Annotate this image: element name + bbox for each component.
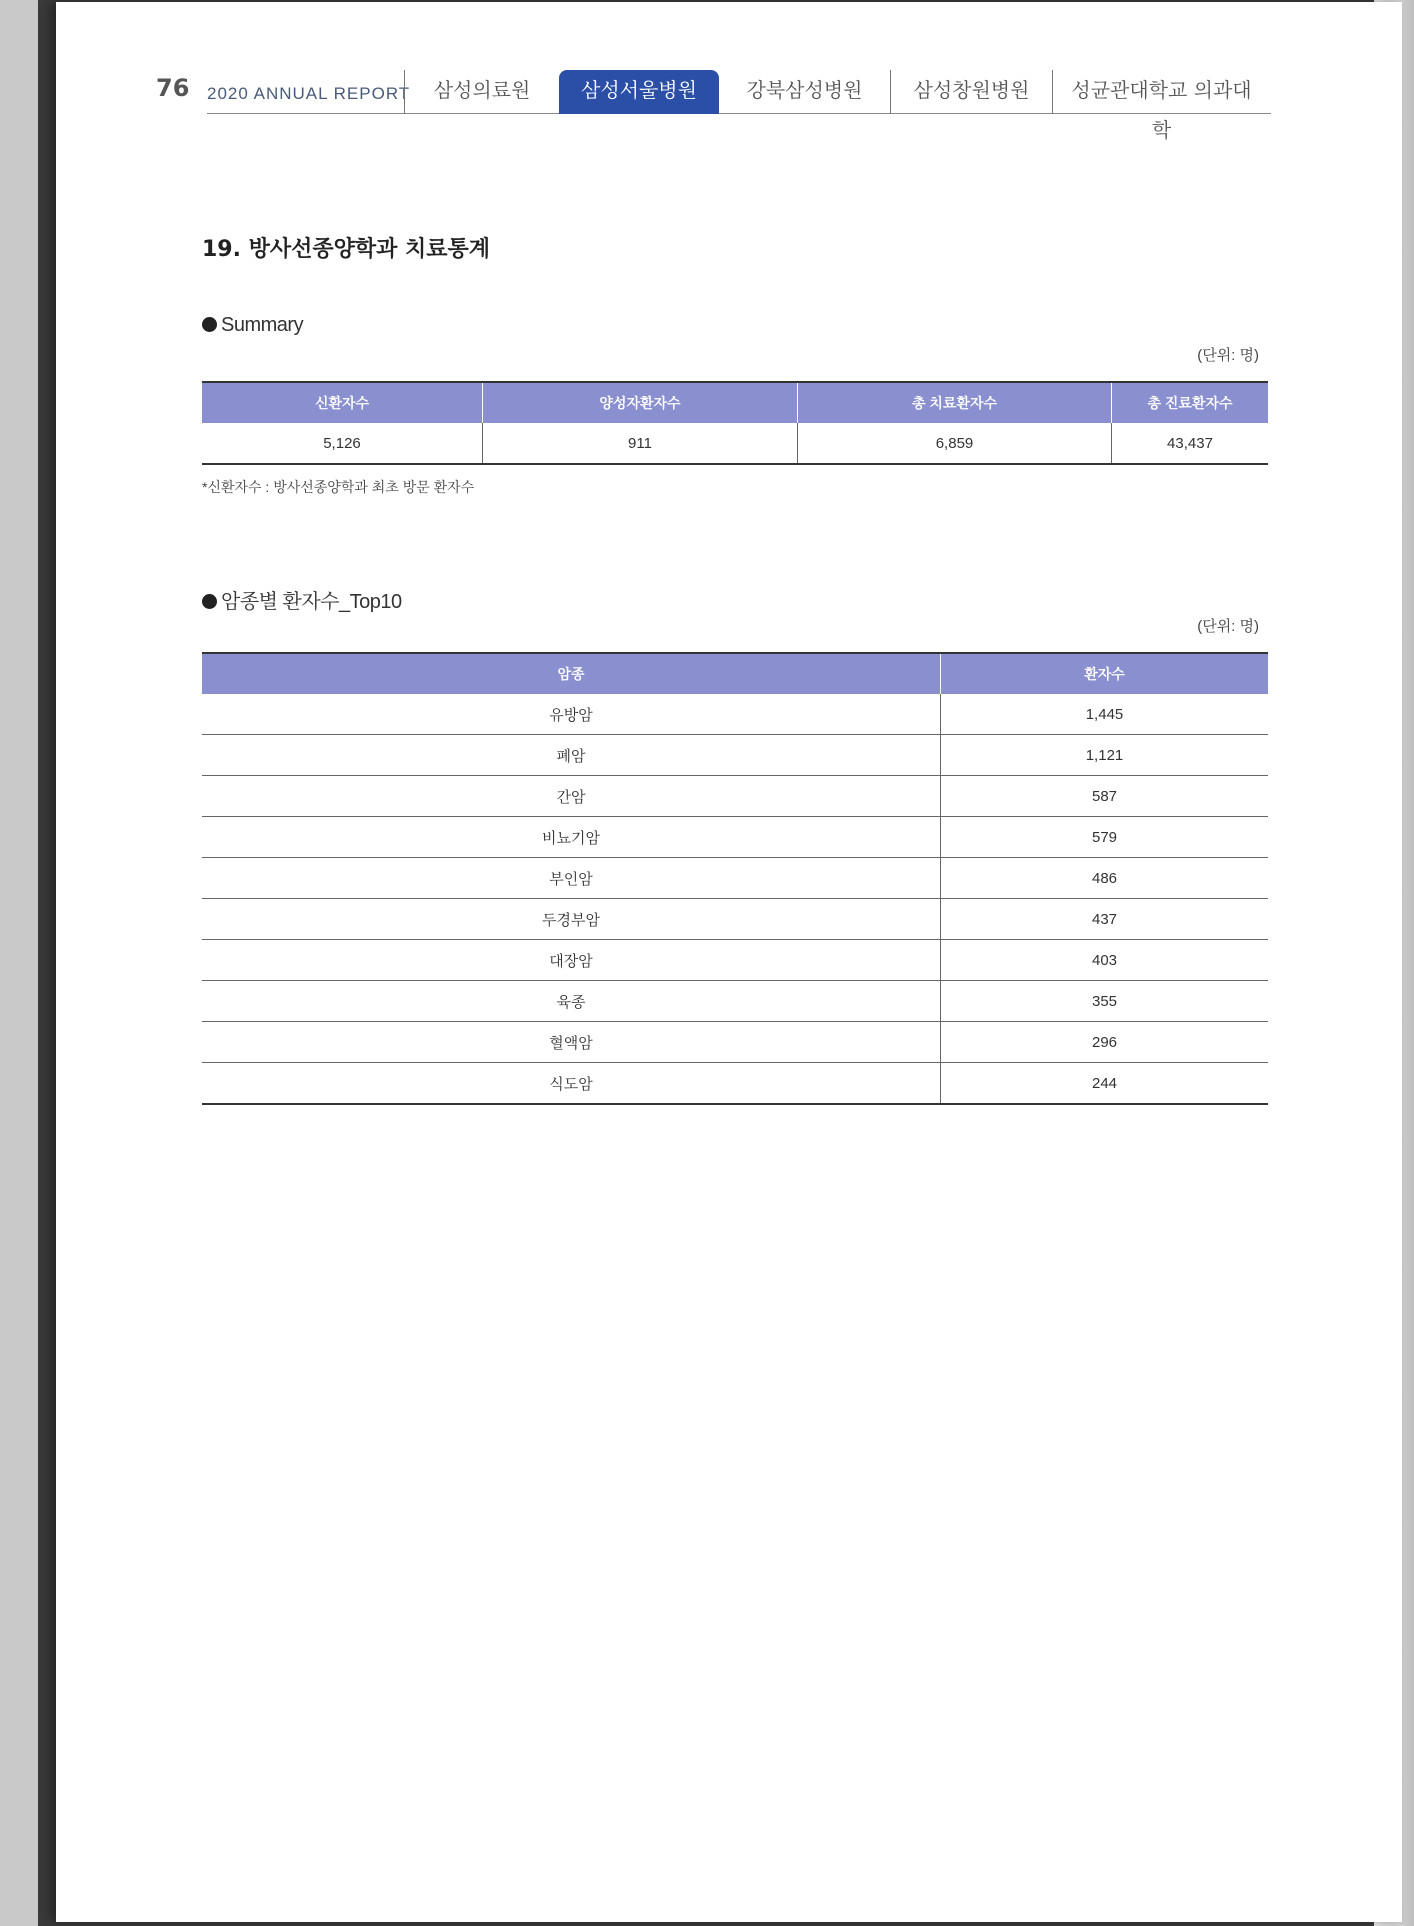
cancer-header-row bbox=[202, 653, 1268, 694]
cancer-type: 비뇨기암 bbox=[202, 817, 941, 858]
cancer-type: 유방암 bbox=[202, 694, 941, 735]
header-tabs bbox=[404, 70, 1270, 142]
cancer-col-count: 환자수 bbox=[941, 653, 1269, 694]
cancer-type: 육종 bbox=[202, 981, 941, 1022]
summary-value-total-visits: 43,437 bbox=[1112, 423, 1269, 464]
summary-heading bbox=[202, 314, 303, 337]
page-title: 19. 방사선종양학과 치료통계 bbox=[202, 237, 491, 262]
table-row bbox=[202, 858, 1268, 899]
patient-count: 437 bbox=[941, 899, 1269, 940]
cancer-type: 부인암 bbox=[202, 858, 941, 899]
cancer-unit: (단위: 명) bbox=[1197, 618, 1259, 635]
table-row bbox=[202, 899, 1268, 940]
summary-header-row bbox=[202, 382, 1268, 423]
summary-col-total-treated: 총 치료환자수 bbox=[798, 382, 1112, 423]
table-row bbox=[202, 776, 1268, 817]
tab-samsung-medical-center[interactable]: 삼성의료원 bbox=[404, 70, 559, 114]
summary-footnote: *신환자수 : 방사선종양학과 최초 방문 환자수 bbox=[202, 479, 475, 495]
table-row bbox=[202, 940, 1268, 981]
table-row bbox=[202, 981, 1268, 1022]
cancer-type: 두경부암 bbox=[202, 899, 941, 940]
patient-count: 403 bbox=[941, 940, 1269, 981]
patient-count: 587 bbox=[941, 776, 1269, 817]
summary-col-total-visits: 총 진료환자수 bbox=[1112, 382, 1269, 423]
page-number: 76 bbox=[156, 74, 190, 102]
cancer-type: 폐암 bbox=[202, 735, 941, 776]
cancer-table bbox=[202, 652, 1268, 1105]
summary-table bbox=[202, 381, 1268, 465]
patient-count: 1,445 bbox=[941, 694, 1269, 735]
cancer-type: 간암 bbox=[202, 776, 941, 817]
tab-samsung-changwon-hospital[interactable]: 삼성창원병원 bbox=[890, 70, 1052, 114]
table-row bbox=[202, 735, 1268, 776]
cancer-type: 혈액암 bbox=[202, 1022, 941, 1063]
cancer-type: 식도암 bbox=[202, 1063, 941, 1105]
table-row bbox=[202, 1063, 1268, 1105]
patient-count: 244 bbox=[941, 1063, 1269, 1105]
bullet-icon bbox=[202, 317, 217, 332]
patient-count: 296 bbox=[941, 1022, 1269, 1063]
cancer-heading-text: 암종별 환자수_Top10 bbox=[221, 591, 402, 613]
report-title: 2020 ANNUAL REPORT bbox=[207, 84, 411, 103]
bullet-icon bbox=[202, 594, 217, 609]
tab-samsung-seoul-hospital[interactable]: 삼성서울병원 bbox=[559, 70, 719, 114]
table-row bbox=[202, 1022, 1268, 1063]
patient-count: 1,121 bbox=[941, 735, 1269, 776]
summary-heading-text: Summary bbox=[221, 314, 304, 336]
summary-col-new-patients: 신환자수 bbox=[202, 382, 483, 423]
summary-col-proton-patients: 양성자환자수 bbox=[483, 382, 798, 423]
summary-unit: (단위: 명) bbox=[1197, 347, 1259, 364]
tab-kangbuk-samsung-hospital[interactable]: 강북삼성병원 bbox=[746, 78, 863, 102]
patient-count: 486 bbox=[941, 858, 1269, 899]
cancer-heading bbox=[202, 585, 402, 614]
patient-count: 355 bbox=[941, 981, 1269, 1022]
summary-value-proton-patients: 911 bbox=[483, 423, 798, 464]
patient-count: 579 bbox=[941, 817, 1269, 858]
cancer-type: 대장암 bbox=[202, 940, 941, 981]
summary-value-new-patients: 5,126 bbox=[202, 423, 483, 464]
summary-value-total-treated: 6,859 bbox=[798, 423, 1112, 464]
table-row bbox=[202, 423, 1268, 464]
cancer-table-body bbox=[202, 694, 1268, 1104]
cancer-col-type: 암종 bbox=[202, 653, 941, 694]
table-row bbox=[202, 817, 1268, 858]
tab-skku-medical-school[interactable]: 성균관대학교 의과대학 bbox=[1052, 70, 1270, 114]
table-row bbox=[202, 694, 1268, 735]
